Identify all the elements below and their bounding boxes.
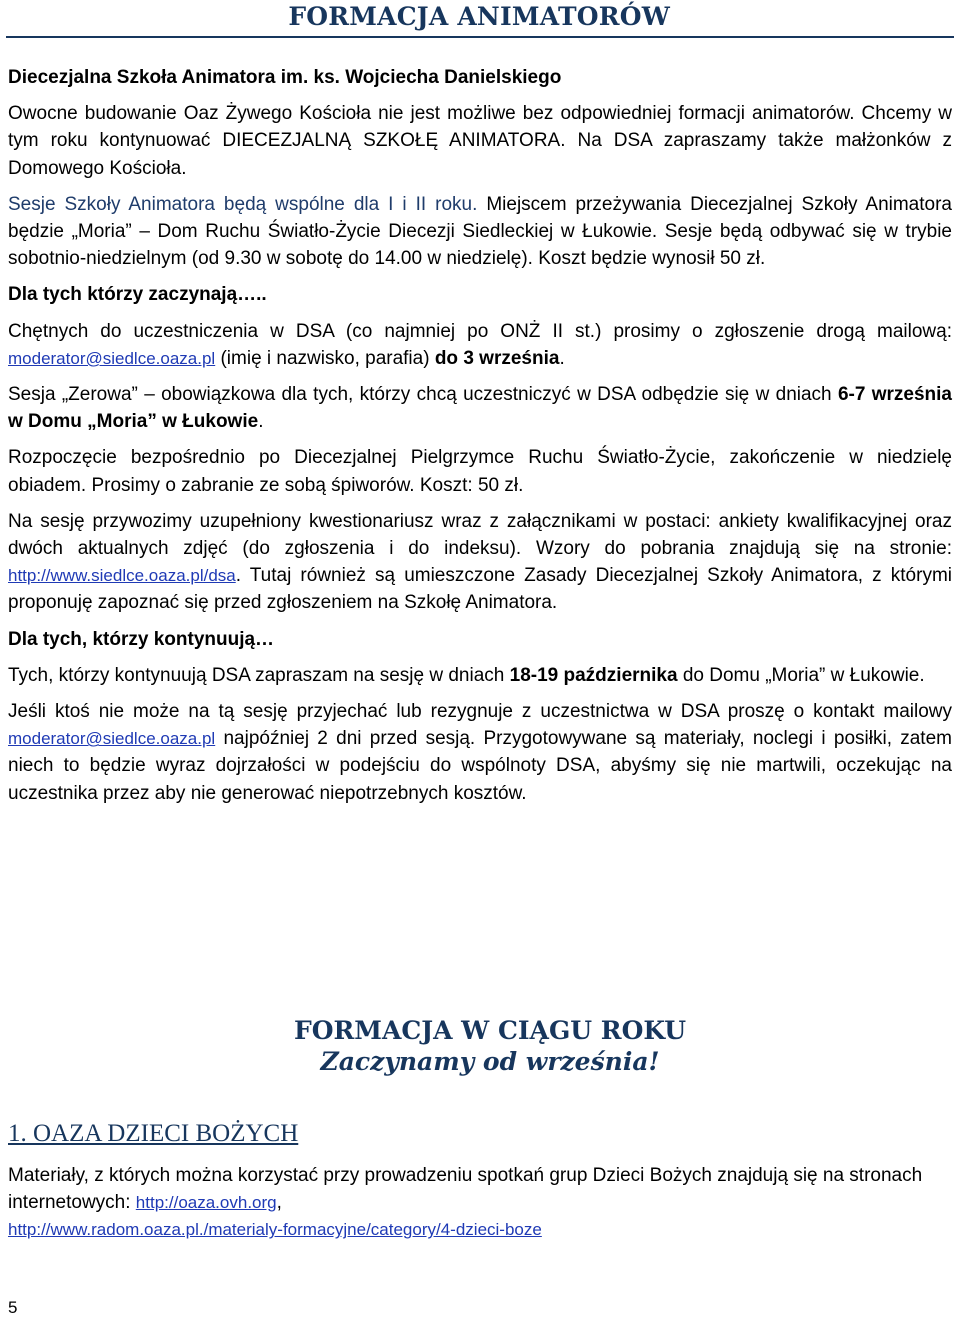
oaza-link-1[interactable]: http://oaza.ovh.org xyxy=(135,1193,277,1213)
oaza-text: Materiały, z których można korzystać przy prowadzeniu spotkań grup Dzieci Bożych znajdują się na stronach internetowych: xyxy=(8,1165,923,1214)
continuing-text-2: do Domu „Moria” w Łukowie. xyxy=(677,664,925,686)
school-heading: Diecezjalna Szkoła Animatora im. ks. Wojciecha Danielskiego xyxy=(8,67,562,88)
oaza-comma: , xyxy=(276,1192,282,1214)
continuing-heading: Dla tych, którzy kontynuują… xyxy=(8,628,275,650)
page-header xyxy=(0,0,960,40)
zero-session-period: . xyxy=(258,411,264,433)
resignation-text-2: najpóźniej 2 dni przed sesją. Przygotowywane są materiały, noclegi i posiłki, zatem niech to będzie wyraz dojrzałości w podejściu do wspólnoty DSA, abyśmy się nie martwili, oczekując na uczestnika przez aby nie generować niepotrzebnych kosztów. xyxy=(8,728,952,804)
page-title: FORMACJA ANIMATORÓW xyxy=(288,2,670,31)
signup-text: Chętnych do uczestniczenia w DSA (co najmniej po ONŻ II st.) prosimy o zgłoszenie drogą mailową: xyxy=(8,320,952,342)
sessions-details: Miejscem przeżywania Diecezjalnej Szkoły Animatora będzie „Moria” – Dom Ruchu Światło-Życie Diecezji Siedleckiej w Łukowie. Sesje będą odbywać się w trybie sobotnio-niedzielnym (od 9.30 w sobotę do 14.00 w niedzielę). Koszt będzie wynosił 50 zł. xyxy=(8,193,952,270)
beginners-heading: Dla tych którzy zaczynają….. xyxy=(8,284,267,306)
email-link-2[interactable]: moderator@siedlce.oaza.pl xyxy=(8,729,216,749)
signup-text-2: (imię i nazwisko, parafia) xyxy=(215,347,435,369)
continuing-paragraph xyxy=(8,662,952,689)
section-subtitle: Zaczynamy od września! xyxy=(320,1047,660,1076)
continuing-dates: 18-19 października xyxy=(509,664,678,686)
resignation-paragraph xyxy=(8,698,952,807)
signup-period: . xyxy=(559,347,565,369)
oaza-paragraph xyxy=(8,1162,952,1244)
questionnaire-text: Na sesję przywozimy uzupełniony kwestionariusz wraz z załącznikami w postaci: ankiety kwalifikacyjnej oraz dwóch aktualnych zdjęć (do zgłoszenia i do indeksu). Wzory do pobrania znajdują się na stronie: xyxy=(8,510,952,560)
dsa-website-link[interactable]: http://www.siedlce.oaza.pl/dsa xyxy=(8,566,236,586)
resignation-text: Jeśli ktoś nie może na tą sesję przyjechać lub rezygnuje z uczestnictwa w DSA proszę o kontakt mailowy xyxy=(8,701,952,723)
start-paragraph: Rozpoczęcie bezpośrednio po Diecezjalnej Pielgrzymce Ruchu Światło-Życie, zakończenie w niedzielę obiadem. Prosimy o zabranie ze sobą śpiworów. Koszt: 50 zł. xyxy=(8,447,952,496)
questionnaire-text-2: . Tutaj również są umieszczone Zasady Diecezjalnej Szkoły Animatora, z którymi proponuję zapoznać się przed zgłoszeniem na Szkołę Animatora. xyxy=(8,565,952,614)
signup-deadline: do 3 września xyxy=(434,347,560,369)
school-intro-paragraph: Owocne budowanie Oaz Żywego Kościoła nie jest możliwe bez odpowiedniej formacji animatorów. Chcemy w tym roku kontynuować DIECEZJALNĄ SZKOŁĘ ANIMATORA. Na DSA zapraszamy także małżonków z Domowego Kościoła. xyxy=(8,103,952,179)
oaza-heading: 1. OAZA DZIECI BOŻYCH xyxy=(8,1120,299,1147)
formation-section-header xyxy=(0,1016,960,1076)
zero-session-text: Sesja „Zerowa” – obowiązkowa dla tych, którzy chcą uczestniczyć w DSA odbędzie się w dniach xyxy=(8,384,838,406)
sessions-lead: Sesje Szkoły Animatora będą wspólne dla I i II roku. xyxy=(8,193,478,215)
questionnaire-paragraph xyxy=(8,508,952,617)
section-title: FORMACJA W CIĄGU ROKU xyxy=(293,1016,687,1045)
signup-paragraph xyxy=(8,318,952,372)
main-content xyxy=(8,64,952,816)
email-link[interactable]: moderator@siedlce.oaza.pl xyxy=(8,348,216,368)
zero-session-paragraph xyxy=(8,381,952,435)
zero-session-dates: 6-7 września w Domu „Moria” w Łukowie xyxy=(8,384,953,433)
page-number: 5 xyxy=(8,1298,18,1317)
sessions-paragraph xyxy=(8,191,952,273)
oaza-link-2[interactable]: http://www.radom.oaza.pl./materialy-formacyjne/category/4-dzieci-boze xyxy=(8,1220,542,1240)
header-rule xyxy=(6,36,954,38)
continuing-text: Tych, którzy kontynuują DSA zapraszam na sesję w dniach xyxy=(8,664,510,686)
